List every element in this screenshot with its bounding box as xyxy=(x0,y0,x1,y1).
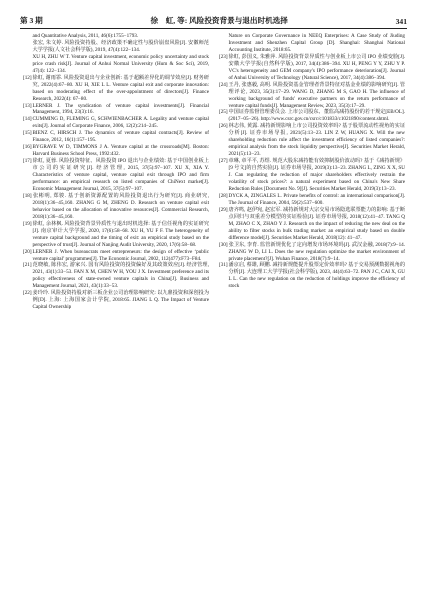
running-header xyxy=(20,12,407,26)
reference-number: [28] xyxy=(219,192,228,199)
reference-entry xyxy=(219,109,405,123)
reference-number: [29] xyxy=(219,206,228,213)
reference-number: [14] xyxy=(23,116,32,123)
reference-number: [12] xyxy=(23,74,32,81)
reference-entry xyxy=(219,54,405,82)
right-column xyxy=(219,33,405,290)
reference-text: 张宏, 朱文婷. 风险投资持股、经济政策不确定性与股价崩盘风险[J]. 安徽师范大学学报(人文社会科学版), 2019, 47(4):122−134. xyxy=(32,39,209,53)
reference-number: [15] xyxy=(23,130,32,137)
reference-entry xyxy=(23,249,209,263)
reference-entry xyxy=(219,193,405,207)
reference-text: 张彬明, 郑骏. 基于创新资源配置的风险投资退出行为研究[J]. 商业研究, 2018(1):36−45,160. ZHANG G M, ZHENG D. Research on venture capital exit behavior based on the allocation of innovative resources[J]. Commercial Research, 2018(1):36−45,160. xyxy=(32,192,209,220)
reference-number: [23] xyxy=(219,53,228,60)
reference-number: [22] xyxy=(23,290,32,297)
reference-continuation xyxy=(23,54,209,75)
reference-entry xyxy=(219,123,405,158)
reference-text: 章琳, 章平平, 苏煜. 规范大股东减持能有效抑制股价波动吗? 基于《减持新规》[9 号文]的自然实验[J]. 证券市场导报, 2019(3):13−23. ZHANG L, ZING X X, SU J. Can regulating the reduction of major shareholders effectively restrain the volatility of stock prices?: a natural experiment based on China's New Share Reduction Rules [Document No. 9][J]. Securities Market Herald, 2019(3):13−23. xyxy=(228,158,405,192)
reference-entry xyxy=(219,207,405,242)
reference-entry xyxy=(23,103,209,117)
reference-continuation xyxy=(219,33,405,54)
reference-continuation xyxy=(23,40,209,54)
reference-entry xyxy=(23,221,209,249)
reference-number: [19] xyxy=(23,220,32,227)
reference-entry xyxy=(23,144,209,158)
reference-text: 徐虹, 余林枫. 风险投资背景异质性与退出时机选择: 基于信任视角的实证研究[J]. 南京审计大学学报, 2020, 17(6):58−68. XU H, YU F F. The heterogeneity of venture capital background and the timing of exit: an empirical study based on the perspective of trust[J]. Journal of Nanjing Audit University, 2020, 17(6):58−68. xyxy=(32,220,209,248)
reference-text: 唐齐鸣, 赵伊宛, 赵宏军. 减持新规对大宗交易市场隐选联票能力的影响: 基于断点回归与双重差分模型的实证检验[J]. 证券市场导报, 2018(12):41−47. TANG Q M, ZHAO C X, ZHAO Y J. Research on the impact of reducing the new deal on the ability to filter stocks in bulk trading market: an empirical study based on double difference model[J]. Securities Market Herald, 2018(12): 41−47. xyxy=(228,206,405,241)
reference-entry xyxy=(23,130,209,144)
reference-entry xyxy=(23,75,209,103)
reference-text: 王丹, 张惠毅, 高明. 风险投资基金管理者背景特征对基金业绩的影响研究[J]. 管理评论, 2023, 35(3):17−29. WANG D, ZHANG M S, GAO H. The influence of working background of funds' executive partners on the return performance of venture capital funds[J]. Management Review, 2023, 35(3):17−29. xyxy=(228,81,405,109)
reference-text: XU H, ZHU W T. Venture capital investment, economic policy uncertainty and stock price crash risk[J]. Journal of Anhui Normal University (Hum & Soc Sci), 2019, 47(4): 122−134. xyxy=(32,53,209,74)
reference-text: 中国证券监督管理委员会. 上市公司股东、董监高减持股份的若干规定[EB/OL]. (2017−05−26). http://www.csrc.gov.cn/csrc/c101833/c1021890/content.shtml. xyxy=(228,109,405,123)
reference-number: [26] xyxy=(219,123,228,130)
reference-number: [17] xyxy=(23,158,32,165)
reference-text: BIENZ C, HIRSCH J. The dynamics of venture capital contracts[J]. Review of Finance, 2012, 16(1):157−195. xyxy=(32,130,209,144)
reference-entry xyxy=(219,262,405,290)
running-title: 徐 虹, 等: 风险投资背景与退出时机选择 xyxy=(150,16,288,25)
reference-text: 徐虹, 夏蓉. 风险投资特征、风险投资 IPO 退出与企业绩效: 基于中国创业板上市公司的实证研究[J]. 经济管理, 2015, 37(5):97−107. XU X, XIA Y. Characteristics of venture capital, venture capital exit through IPO and firm performance: an empirical research on listed companies of ChiNext market[J]. Economic Management Journal, 2015, 37(5):97−107. xyxy=(32,158,209,192)
reference-number: [20] xyxy=(23,248,32,255)
reference-number: [30] xyxy=(219,241,228,248)
reference-text: 潘京启, 蔡雄, 顾鹏. 减持新规能提升股票定价效率吗? 基于交易预测数据视角的分析[J]. 大连理工大学学报(社会科学版), 2023, 44(4):63−72. PAN J C, CAI X, GU L L. Can the new regulation on the reduction of holdings improve the efficiency of stock xyxy=(228,262,405,290)
reference-text: LERNER J. The syndication of venture capital investments[J]. Financial Management, 1994, 23(3):16. xyxy=(32,102,209,116)
reference-number: [13] xyxy=(23,102,32,109)
reference-entry xyxy=(23,116,209,130)
reference-text: 林志伟, 黄露. 减持新规影响上市公司投资效率吗? 基于股票流动性视角的实证分析[J]. 证券市场导报, 2021(5):13−23. LIN Z W, HUANG X. Will the new shareholding reduction rule affect the investment efficiency of listed companies?: empirical analysis from the stock liquidity perspective[J]. Securities Market Herald, 2021(5):13−23. xyxy=(228,123,405,158)
reference-text: 范晓敏, 陈伟宏, 游家兴. 国有风险投资的投资偏好及其政策效应[J]. 经济管理, 2021, 43(1):33−53. FAN X M, CHEN W H, YOU J X. Investment preference and its policy effectiveness of state-owned venture capitals in China[J]. Business and Management Journal, 2021, 43(1):33−53. xyxy=(32,262,209,290)
reference-entry xyxy=(219,82,405,110)
reference-entry xyxy=(219,242,405,263)
reference-number: [25] xyxy=(219,109,228,116)
reference-entry xyxy=(23,262,209,290)
issue-number: 第 3 期 xyxy=(20,16,43,25)
reference-entry xyxy=(23,193,209,221)
reference-text: and Quantitative Analysis, 2011, 46(6):1755−1793. xyxy=(32,33,139,39)
reference-text: 徐虹, 彭国义, 朱雅萍. 风险投资背景异质性与创业板上市公司 IPO 业绩变脸[J]. 安徽大学学报(自然科学版), 2017, 34(4):386−394. XU H, PENG Y Y, ZHU Y P. VC's heterogeneity and GEM company's IPO performance deterioration[J]. Journal of Anhui University of Technology (Natural Science), 2017, 34(4):386−394. xyxy=(228,53,405,81)
reference-number: [18] xyxy=(23,192,32,199)
reference-text: 张卫东, 李育. 监管新规优化了定向增发市场环境吗[J]. 武汉金融, 2018(7):9−14. ZHANG W D, LI L. Does the new regulation optimize the market environment of private placement?[J]. Wuhan Finance, 2018(7):9−14. xyxy=(228,241,405,262)
reference-text: Nature on Corporate Governance in NEEQ Enterprises: A Case Study of Jiuding Investment and Shenzhen Capital Group [D]. Shanghai: Shanghai National Accounting Institute, 2018:65. xyxy=(228,33,405,53)
reference-text: 姜玲玲. 风险投资持股对新三板企业公司治理影响研究: 以九鼎投资和深创投为例[D]. 上海: 上海国家会计学院, 2018:65. JIANG L Q. The Impact of Venture Capital Ownership xyxy=(32,290,209,311)
reference-entry xyxy=(23,158,209,193)
header-rule xyxy=(20,28,407,29)
reference-text: CUMMING D, FLEMING G, SCHWIENBACHER A. Legality and venture capital exits[J]. Journal of Corporate Finance, 2006, 12(2):214−245. xyxy=(32,116,209,130)
reference-continuation xyxy=(23,33,209,40)
reference-entry xyxy=(219,158,405,193)
reference-number: [24] xyxy=(219,81,228,88)
reference-text: 徐虹, 谢雨霏. 风险投资退出与企业创新: 基于超额差异化的调节效应[J]. 财务研究, 2022(4):67−80. XU H, XIE L L. Venture capital exit and corporate innovation: based on moderating effect of the over-appointment of directors[J]. Finance Research, 2022(4): 67−80. xyxy=(32,74,209,102)
reference-number: [16] xyxy=(23,144,32,151)
reference-text: DYCK A, ZINGALES L. Private benefits of control: an international comparison[J]. The Journal of Finance, 2004, 59(2):537−600. xyxy=(228,192,405,206)
left-column xyxy=(23,33,209,311)
reference-number: [27] xyxy=(219,158,228,165)
reference-text: LERNER J. When bureaucrats meet entrepreneurs: the design of effective ‘public venture capital’ programmes[J]. The Economic Journal, 2002, 112(477):F73−F84. xyxy=(32,248,209,262)
reference-number: [31] xyxy=(219,262,228,269)
page-number: 341 xyxy=(395,17,407,26)
reference-number: [21] xyxy=(23,262,32,269)
reference-entry xyxy=(23,290,209,311)
reference-text: BYGRAVE W D, TIMMONS J A. Venture capital at the crossroads[M]. Boston: Harvard Business School Press, 1992:432. xyxy=(32,144,209,158)
